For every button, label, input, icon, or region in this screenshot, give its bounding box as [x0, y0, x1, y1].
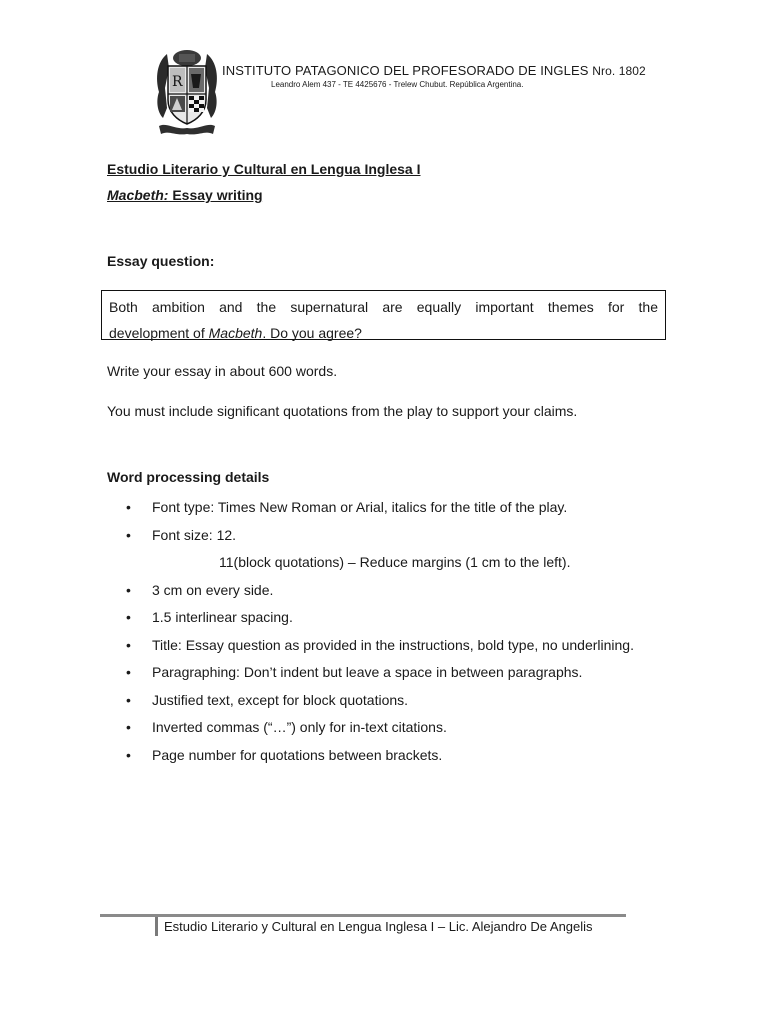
list-item: • 3 cm on every side.	[107, 577, 661, 605]
word-processing-list	[107, 494, 661, 769]
question-pre: development of	[109, 325, 209, 341]
list-item: • Title: Essay question as provided in the instructions, bold type, no underlining.	[107, 632, 661, 660]
instruction-word-count: Write your essay in about 600 words.	[107, 363, 338, 379]
instruction-quotations: You must include significant quotations from the play to support your claims.	[107, 403, 578, 419]
question-play-title: Macbeth	[208, 325, 263, 341]
list-item: • Font size: 12.	[107, 522, 661, 550]
list-item: • 1.5 interlinear spacing.	[107, 604, 661, 632]
course-title: Estudio Literario y Cultural en Lengua Inglesa I	[107, 161, 421, 177]
play-title: Macbeth:	[107, 187, 169, 203]
essay-question-box	[101, 290, 666, 340]
footer-text: Estudio Literario y Cultural en Lengua Inglesa I – Lic. Alejandro De Angelis	[164, 919, 593, 934]
list-item: • Justified text, except for block quotations.	[107, 687, 661, 715]
essay-question-line-1: Both ambition and the supernatural are equally important themes for the	[109, 299, 658, 315]
institute-address: Leandro Alem 437 - TE 4425676 - Trelew Chubut. República Argentina.	[271, 80, 524, 89]
institute-number: Nro. 1802	[592, 64, 646, 78]
list-item: • Page number for quotations between brackets.	[107, 742, 661, 770]
footer-divider	[100, 914, 626, 917]
list-item: • Inverted commas (“…”) only for in-text citations.	[107, 714, 661, 742]
essay-question-line-2	[109, 320, 658, 346]
institute-name-text: INSTITUTO PATAGONICO DEL PROFESORADO DE INGLES	[222, 63, 589, 78]
document-subtitle	[107, 187, 263, 203]
list-item: • Font type: Times New Roman or Arial, italics for the title of the play.	[107, 494, 661, 522]
question-post: . Do you agree?	[262, 325, 362, 341]
list-item: • Paragraphing: Don’t indent but leave a space in between paragraphs.	[107, 659, 661, 687]
subtitle-rest: Essay writing	[168, 187, 263, 203]
essay-question-heading: Essay question:	[107, 253, 215, 269]
coat-of-arms-icon	[153, 48, 221, 138]
institute-name	[222, 63, 646, 78]
footer-separator	[155, 917, 158, 936]
list-item-continuation: 11(block quotations) – Reduce margins (1 cm to the left).	[219, 554, 571, 570]
svg-text:R: R	[172, 74, 183, 90]
word-processing-heading: Word processing details	[107, 469, 270, 485]
